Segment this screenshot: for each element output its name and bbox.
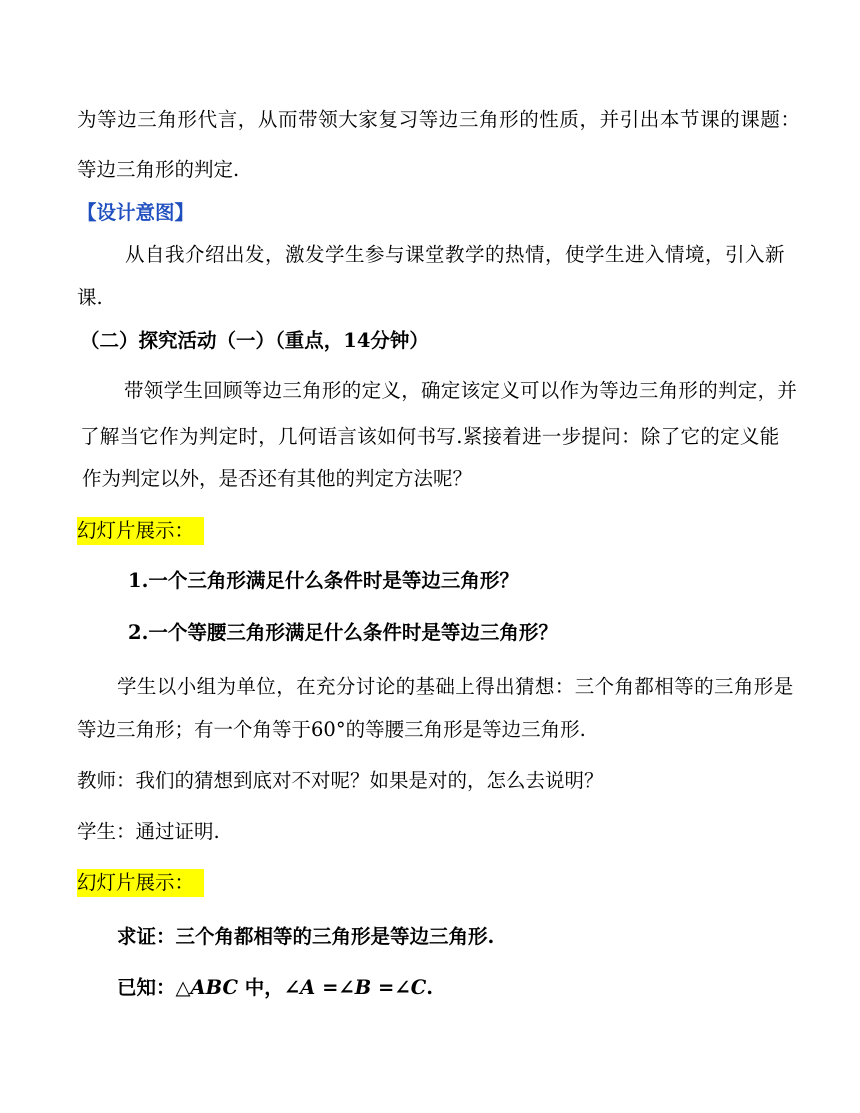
- paragraph-line: 了解当它作为判定时，几何语言该如何书写.紧接着进一步提问：除了它的定义能: [80, 425, 780, 448]
- teacher-line: 教师：我们的猜想到底对不对呢？如果是对的，怎么去说明？: [77, 769, 604, 792]
- student-line: 学生：通过证明.: [77, 820, 220, 843]
- given-prefix: 已知：: [117, 976, 176, 999]
- paragraph-line: 课.: [77, 286, 103, 309]
- paragraph-line: 作为判定以外，是否还有其他的判定方法呢？: [82, 467, 473, 490]
- question-2: 2.一个等腰三角形满足什么条件时是等边三角形？: [128, 621, 558, 644]
- slide-label-highlight: 幻灯片展示：: [77, 869, 204, 897]
- question-1: 1.一个三角形满足什么条件时是等边三角形？: [128, 569, 519, 592]
- paragraph-line: 为等边三角形代言，从而带领大家复习等边三角形的性质，并引出本节课的课题：: [77, 108, 801, 131]
- paragraph-line: 从自我介绍出发，激发学生参与课堂教学的热情，使学生进入情境，引入新: [125, 243, 786, 266]
- given-end: .: [426, 976, 434, 999]
- paragraph-line: 等边三角形；有一个角等于60°的等腰三角形是等边三角形.: [77, 718, 586, 741]
- design-intent-heading: 【设计意图】: [77, 201, 195, 224]
- paragraph-line: 等边三角形的判定.: [77, 158, 240, 181]
- paragraph-line: 学生以小组为单位，在充分讨论的基础上得出猜想：三个角都相等的三角形是: [117, 675, 794, 698]
- section-heading: （二）探究活动（一）（重点，14分钟）: [80, 329, 429, 352]
- triangle-abc: △ABC: [175, 976, 239, 999]
- given-mid: 中，: [238, 976, 284, 999]
- paragraph-line: 带领学生回顾等边三角形的定义，确定该定义可以作为等边三角形的判定，并: [124, 379, 798, 402]
- slide-label-highlight: 幻灯片展示：: [77, 517, 204, 545]
- prove-statement: 求证：三个角都相等的三角形是等边三角形.: [117, 925, 495, 948]
- angle-equalities: ∠A =∠B =∠C: [283, 976, 427, 999]
- given-statement: [117, 974, 433, 1002]
